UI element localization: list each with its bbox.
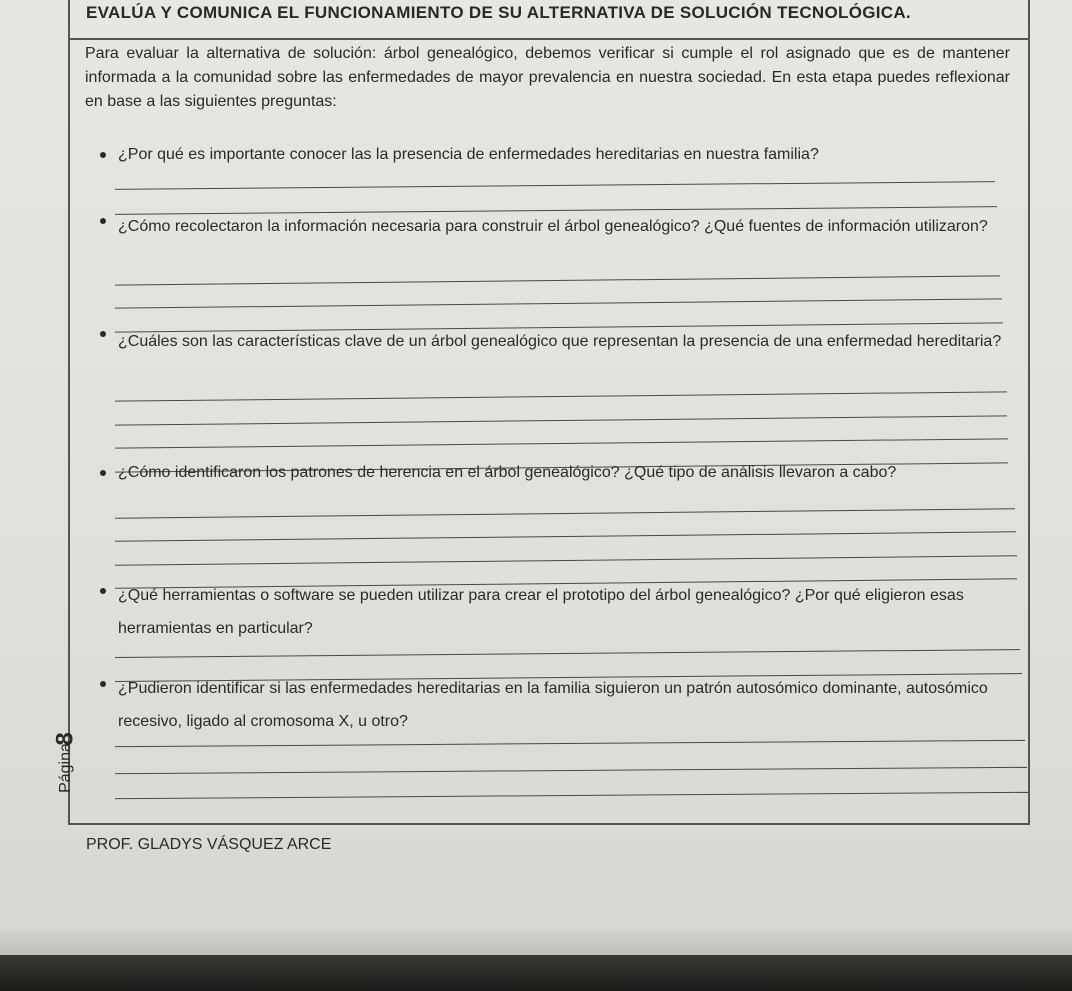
- question-5: [118, 579, 1033, 645]
- question-3-text: ¿Cuáles son las características clave de un árbol genealógico que representan la presencia de una enfermedad hereditaria?: [118, 333, 1002, 350]
- question-3: [118, 322, 1013, 362]
- question-1: [118, 143, 1023, 166]
- page-label: Página: [56, 743, 74, 793]
- bullet-icon: [100, 218, 106, 224]
- intro-paragraph: Para evaluar la alternativa de solución: árbol genealógico, debemos verificar si cumple el rol asignado que es de mantener informada a la comunidad sobre las enfermedades de mayor prevalencia en nuestra sociedad. En esta etapa puedes reflexionar en base a las siguientes preguntas:: [85, 45, 1010, 110]
- bullet-icon: [100, 588, 106, 594]
- question-5-text: ¿Qué herramientas o software se pueden utilizar para crear el prototipo del árbol genealógico? ¿Por qué eligieron esas herramientas en particular?: [118, 587, 964, 637]
- question-4: [118, 461, 1023, 484]
- background-object: [0, 955, 1072, 991]
- question-1-text: ¿Por qué es importante conocer las la presencia de enfermedades hereditarias en nuestra familia?: [118, 146, 819, 163]
- bullet-icon: [100, 152, 106, 158]
- question-4-text: ¿Cómo identificaron los patrones de herencia en el árbol genealógico? ¿Qué tipo de análisis llevaron a cabo?: [118, 464, 897, 481]
- bullet-icon: [100, 470, 106, 476]
- bullet-icon: [100, 331, 106, 337]
- page-title: EVALÚA Y COMUNICA EL FUNCIONAMIENTO DE SU ALTERNATIVA DE SOLUCIÓN TECNOLÓGICA.: [86, 3, 911, 22]
- bullet-icon: [100, 681, 106, 687]
- page-number: 8: [51, 732, 79, 746]
- question-6: [118, 672, 1038, 738]
- question-2-text: ¿Cómo recolectaron la información necesaria para construir el árbol genealógico? ¿Qué fuentes de información utilizaron?: [118, 218, 988, 235]
- page-number-label: [51, 725, 91, 825]
- teacher-name: PROF. GLADYS VÁSQUEZ ARCE: [86, 836, 332, 853]
- question-2: [118, 209, 1008, 244]
- question-6-text: ¿Pudieron identificar si las enfermedades hereditarias en la familia siguieron un patrón autosómico dominante, autosómico recesivo, ligado al cromosoma X, u otro?: [118, 680, 988, 730]
